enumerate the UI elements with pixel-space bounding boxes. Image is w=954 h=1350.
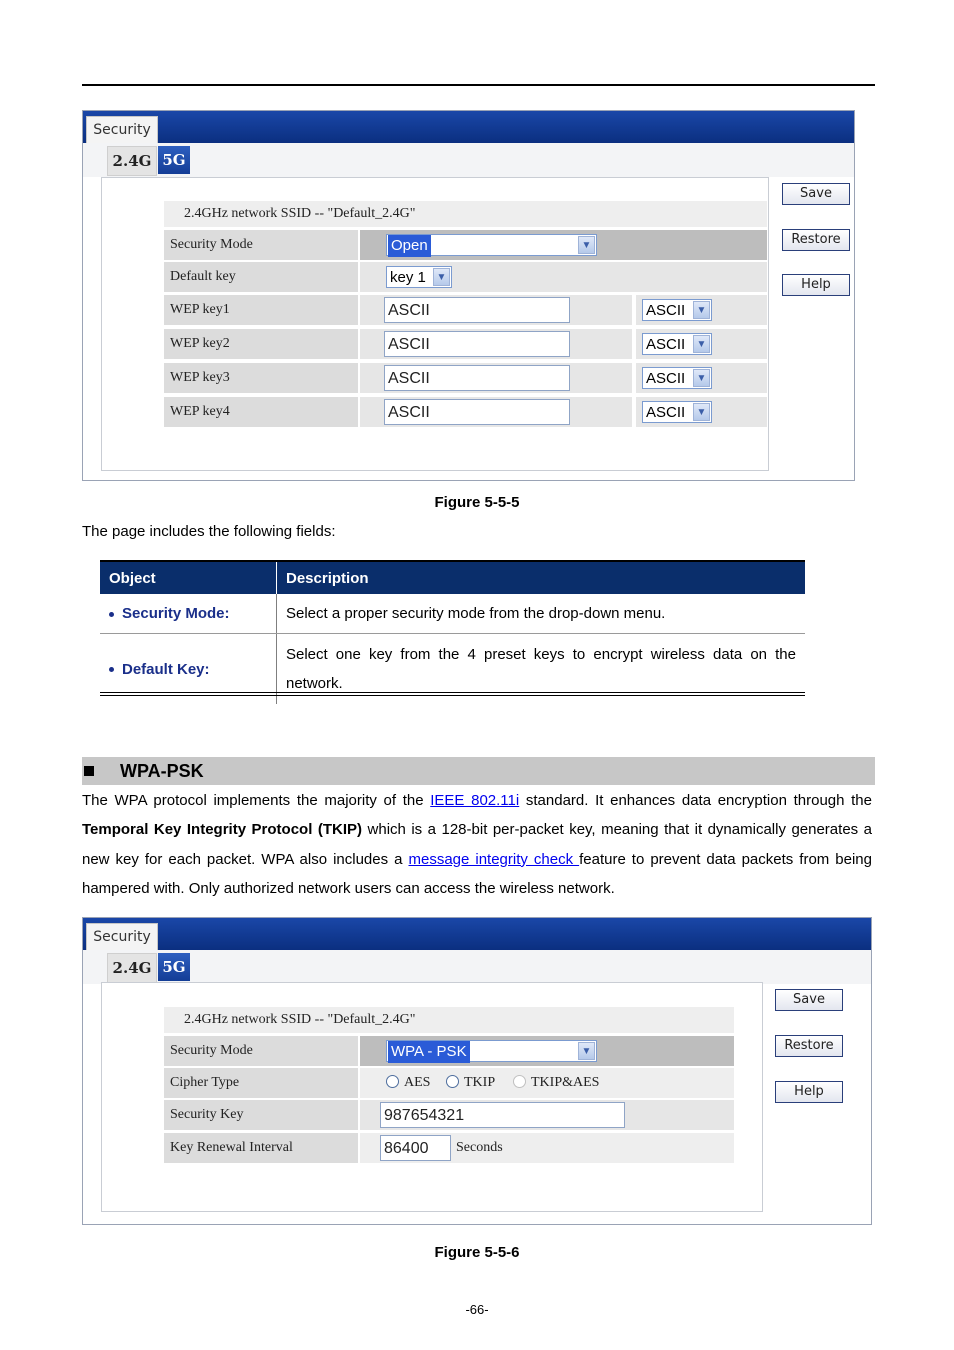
security-mode-cell: [360, 230, 767, 260]
tab-2-4g[interactable]: 2.4G: [107, 146, 157, 176]
tkip-aes-radio[interactable]: [513, 1075, 526, 1088]
key-renewal-input[interactable]: 86400: [380, 1135, 451, 1161]
security-tab[interactable]: Security: [86, 923, 158, 951]
default-key-label: Default key: [164, 262, 358, 292]
paragraph-text: feature to prevent data packets from being hampered with. Only authorized network users can access the wireless network.: [82, 850, 872, 897]
key-renewal-label: Key Renewal Interval: [164, 1133, 358, 1163]
wep-key2-type-value: ASCII: [646, 336, 686, 353]
cipher-type-cell: [360, 1068, 734, 1098]
paragraph-text: The WPA protocol implements the majority of the: [82, 792, 431, 809]
wep-key3-input[interactable]: ASCII: [384, 365, 570, 391]
ssid-text: 2.4GHz network SSID -- "Default_2.4G": [184, 1012, 416, 1027]
panel-title-bar: [83, 918, 871, 950]
wep-key-label: WEP key1: [164, 295, 358, 325]
cipher-type-label: Cipher Type: [164, 1068, 358, 1098]
bullet-icon: [109, 612, 114, 617]
restore-button[interactable]: Restore: [782, 229, 850, 251]
intro-text: The page includes the following fields:: [82, 523, 336, 540]
wep-key-cell: [360, 397, 632, 427]
tkip-aes-label: TKIP&AES: [531, 1075, 600, 1090]
chevron-down-icon: ▼: [433, 268, 450, 286]
cipher-type-row: [164, 1068, 734, 1098]
wep-key-label: WEP key4: [164, 397, 358, 427]
wep-key-label: WEP key2: [164, 329, 358, 359]
bullet-icon: [109, 667, 114, 672]
save-button[interactable]: Save: [782, 183, 850, 205]
section-heading: [82, 757, 875, 785]
panel-title-bar: [83, 111, 854, 143]
wep-key1-type-value: ASCII: [646, 302, 686, 319]
key-renewal-row: [164, 1133, 734, 1163]
table-bottom-rule: [100, 692, 805, 696]
figure-caption: Figure 5-5-6: [434, 1244, 520, 1261]
settings-form: [101, 982, 763, 1212]
wep-key4-input[interactable]: ASCII: [384, 399, 570, 425]
wep-key1-type-select[interactable]: [642, 299, 712, 321]
security-mode-value: Open: [388, 235, 431, 257]
object-label: Default Key:: [122, 660, 210, 678]
paragraph-text: standard. It enhances data encryption through the: [519, 792, 872, 809]
security-key-row: [164, 1100, 734, 1130]
restore-button[interactable]: Restore: [775, 1035, 843, 1057]
security-key-cell: [360, 1100, 734, 1130]
ssid-text: 2.4GHz network SSID -- "Default_2.4G": [184, 206, 416, 221]
tab-5g[interactable]: 5G: [158, 953, 190, 981]
aes-radio[interactable]: [386, 1075, 399, 1088]
square-bullet-icon: [84, 766, 94, 776]
settings-form: [101, 177, 769, 471]
save-button[interactable]: Save: [775, 989, 843, 1011]
wep-key-cell: [360, 363, 632, 393]
ssid-row: [164, 201, 767, 227]
section-title: WPA-PSK: [120, 761, 204, 781]
figure-caption: Figure 5-5-5: [434, 494, 520, 511]
security-mode-value: WPA - PSK: [388, 1041, 470, 1063]
chevron-down-icon: ▼: [578, 236, 595, 254]
wep-settings-panel: [82, 110, 855, 481]
ssid-row: [164, 1007, 734, 1033]
security-mode-label: Security Mode: [164, 1036, 358, 1066]
wep-key-label: WEP key3: [164, 363, 358, 393]
security-key-label: Security Key: [164, 1100, 358, 1130]
seconds-unit: Seconds: [456, 1140, 503, 1155]
band-tab-strip: [83, 143, 854, 177]
wep-key-cell: [360, 329, 632, 359]
default-key-select[interactable]: [386, 266, 452, 288]
fields-table: [100, 562, 805, 704]
wep-key-type-cell: [636, 295, 767, 325]
wep-key-cell: [360, 295, 632, 325]
security-key-input[interactable]: 987654321: [380, 1102, 625, 1128]
wpa-psk-settings-panel: [82, 917, 872, 1225]
wep-key3-type-select[interactable]: [642, 367, 712, 389]
security-mode-label: Security Mode: [164, 230, 358, 260]
tkip-term: Temporal Key Integrity Protocol (TKIP): [82, 821, 363, 839]
wep-key3-type-value: ASCII: [646, 370, 686, 387]
security-tab[interactable]: Security: [86, 116, 158, 144]
ieee-link[interactable]: IEEE 802.11i: [430, 792, 520, 809]
wep-key2-type-select[interactable]: [642, 333, 712, 355]
tkip-label: TKIP: [464, 1075, 496, 1090]
tab-5g[interactable]: 5G: [158, 146, 190, 174]
table-row: [100, 594, 805, 634]
security-mode-select[interactable]: [386, 234, 597, 256]
table-header-description: Description: [277, 562, 806, 594]
wep-key4-type-select[interactable]: [642, 401, 712, 423]
default-key-row: [164, 262, 767, 292]
paragraph-text: which is a 128-bit per-packet key, meaning that it dynamically generates a new key for each packet. WPA also includes a: [82, 821, 872, 868]
band-tab-strip: [83, 950, 871, 984]
mic-link[interactable]: message integrity check: [408, 850, 580, 868]
key-renewal-cell: [360, 1133, 734, 1163]
aes-label: AES: [404, 1075, 431, 1090]
page-number: -66-: [465, 1302, 489, 1317]
security-mode-select[interactable]: [386, 1040, 597, 1062]
object-label: Security Mode:: [122, 605, 230, 622]
wep-key-type-cell: [636, 363, 767, 393]
table-description-cell: Select a proper security mode from the drop-down menu.: [277, 594, 806, 634]
wep-key-row: [164, 329, 767, 359]
wep-key2-input[interactable]: ASCII: [384, 331, 570, 357]
chevron-down-icon: ▼: [693, 335, 710, 353]
help-button[interactable]: Help: [775, 1081, 843, 1103]
security-mode-cell: [360, 1036, 734, 1066]
default-key-cell: [360, 262, 767, 292]
wep-key-row: [164, 295, 767, 325]
table-object-cell: [100, 594, 277, 634]
help-button[interactable]: Help: [782, 274, 850, 296]
chevron-down-icon: ▼: [693, 301, 710, 319]
wep-key4-type-value: ASCII: [646, 404, 686, 421]
wep-key1-input[interactable]: ASCII: [384, 297, 570, 323]
chevron-down-icon: ▼: [578, 1042, 595, 1060]
chevron-down-icon: ▼: [693, 369, 710, 387]
security-mode-row: [164, 1036, 734, 1066]
wep-key-row: [164, 397, 767, 427]
security-mode-row: [164, 230, 767, 260]
section-paragraph: [82, 786, 872, 903]
table-header-object: Object: [100, 562, 277, 594]
tab-2-4g[interactable]: 2.4G: [107, 953, 157, 983]
tkip-radio[interactable]: [446, 1075, 459, 1088]
wep-key-type-cell: [636, 397, 767, 427]
header-rule: [82, 84, 875, 86]
chevron-down-icon: ▼: [693, 403, 710, 421]
table-description-cell: Select one key from the 4 preset keys to encrypt wireless data on the network.: [286, 646, 796, 692]
wep-key-row: [164, 363, 767, 393]
wep-key-type-cell: [636, 329, 767, 359]
default-key-value: key 1: [390, 269, 426, 286]
